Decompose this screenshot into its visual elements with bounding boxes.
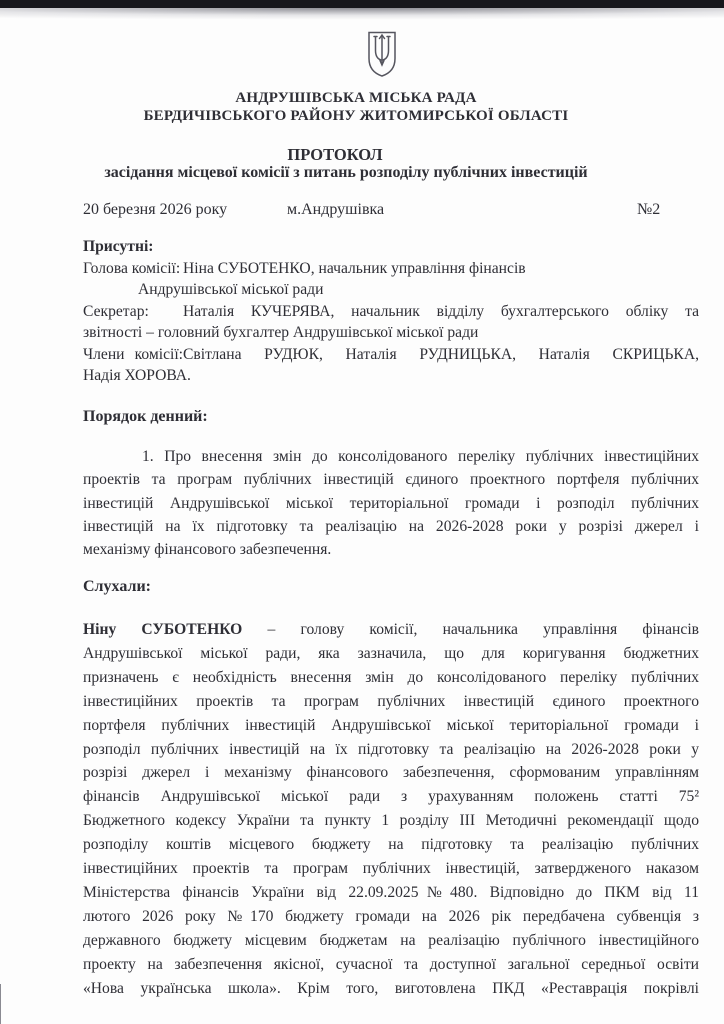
attendee-row-members-cont <box>83 365 699 387</box>
attendee-text: Ніна СУБОТЕНКО, начальник управління фінансів <box>183 259 526 277</box>
agenda-line: механізму фінансового забезпечення. <box>83 541 332 559</box>
agenda-line: 1. Про внесення змін до консолідованого переліку публічних інвестиційних <box>142 448 699 465</box>
attendees-section <box>83 236 699 387</box>
agenda-line: проектів та програм публічних інвестицій єдиного проектного портфеля публічних <box>83 471 699 489</box>
coat-of-arms <box>367 31 397 78</box>
doc-subtitle: засідання місцевої комісії з питань розподілу публічних інвестицій <box>104 164 588 181</box>
speech-line: Міністерства фінансів України від 22.09.2025№480. Відповідно до ПКМ від 11 <box>83 883 699 901</box>
scanner-dark-band <box>0 0 724 8</box>
scan-edge-artifact <box>0 984 1 1024</box>
attendee-row-secretary-cont <box>83 322 699 344</box>
attendee-text: Наталія КУЧЕРЯВА, начальник відділу бухгалтерського обліку та <box>183 302 699 320</box>
attendee-role-label: Члени комісії: <box>83 345 183 363</box>
speech-line: державного бюджету місцевим бюджетам на реалізацію публічного інвестиційного <box>83 931 699 949</box>
speech-line: лютого 2026 року №170 бюджету громади на 2026 рік передбачена субвенція з <box>83 907 699 925</box>
attendee-text: звітності – головний бухгалтер Андрушівської міської ради <box>83 324 479 341</box>
attendee-row-members <box>83 344 699 366</box>
speaker-title: – голову комісії, начальника управління фінансів <box>267 621 700 638</box>
attendee-row-secretary <box>83 301 699 323</box>
attendee-role-label: Голова комісії: <box>83 259 181 277</box>
org-region: БЕРДИЧІВСЬКОГО РАЙОНУ ЖИТОМИРСЬКОЇ ОБЛАСТІ <box>143 108 569 124</box>
speech-line: фінансів Андрушівської міської ради з урахуванням положень статті 75² <box>83 788 699 806</box>
speech-line: інвестиційних проектів та програм публічних інвестицій, затвердженого наказом <box>83 860 699 878</box>
speech-line: Андрушівської міської ради, яка зазначила, що для коригування бюджетних <box>83 644 699 662</box>
doc-date: 20 березня 2026 року <box>83 201 228 218</box>
attendee-text: Надія ХОРОВА. <box>83 367 191 384</box>
speech-line-speaker <box>83 618 699 642</box>
agenda-line: інвестицій Андрушівської міської територіальної громади і розподіл публічних <box>83 494 699 512</box>
attendee-text: Світлана РУДЮК, Наталія РУДНИЦЬКА, Наталія СКРИЦЬКА, <box>183 345 699 363</box>
scanner-shadow-gradient <box>0 8 724 24</box>
attendees-heading: Присутні: <box>83 238 154 255</box>
speech-line: призначень є необхідність внесення змін до консолідованого переліку публічних <box>83 668 699 686</box>
speech-line: проекту на забезпечення якісної, сучасної та доступної загальної середньої освіти <box>83 955 699 973</box>
speech-line: «Нова українська школа». Крім того, виготовлена ПКД «Реставрація покрівлі <box>83 979 699 997</box>
speech-line: Бюджетного кодексу України та пункту 1 розділу III Методичні рекомендації щодо <box>83 812 699 830</box>
speech-section <box>83 618 699 1001</box>
agenda-heading: Порядок денний: <box>83 408 208 425</box>
agenda-line: інвестицій на їх підготовку та реалізацію на 2026-2028 роки у розрізі джерел і <box>83 517 699 535</box>
doc-number: №2 <box>637 201 661 218</box>
speech-line: інвестиційних проектів та програм публічних інвестицій єдиного проектного <box>83 692 699 710</box>
attendee-text: Андрушівської міської ради <box>138 281 324 298</box>
speech-line: розподілу коштів місцевого бюджету на підготовку та реалізацію публічних <box>83 836 699 854</box>
trident-icon <box>367 31 397 78</box>
speech-line: розподіл публічних інвестицій на їх підготовку та реалізацію на 2026-2028 роки у <box>83 740 699 758</box>
org-name: АНДРУШІВСЬКА МІСЬКА РАДА <box>235 90 477 106</box>
speech-line: розрізі джерел і механізму фінансового забезпечення, сформованим управлінням <box>83 764 699 782</box>
agenda-section <box>83 445 699 561</box>
speech-line: портфеля публічних інвестицій Андрушівської міської територіальної громади і <box>83 716 699 734</box>
doc-title: ПРОТОКОЛ <box>287 145 383 164</box>
heard-heading: Слухали: <box>83 578 151 595</box>
speaker-name: Ніну СУБОТЕНКО <box>83 621 243 638</box>
doc-place: м.Андрушівка <box>287 201 385 218</box>
attendee-role-label: Секретар: <box>83 302 149 320</box>
attendee-row-chair-cont <box>83 279 699 301</box>
attendee-row-chair <box>83 258 699 280</box>
